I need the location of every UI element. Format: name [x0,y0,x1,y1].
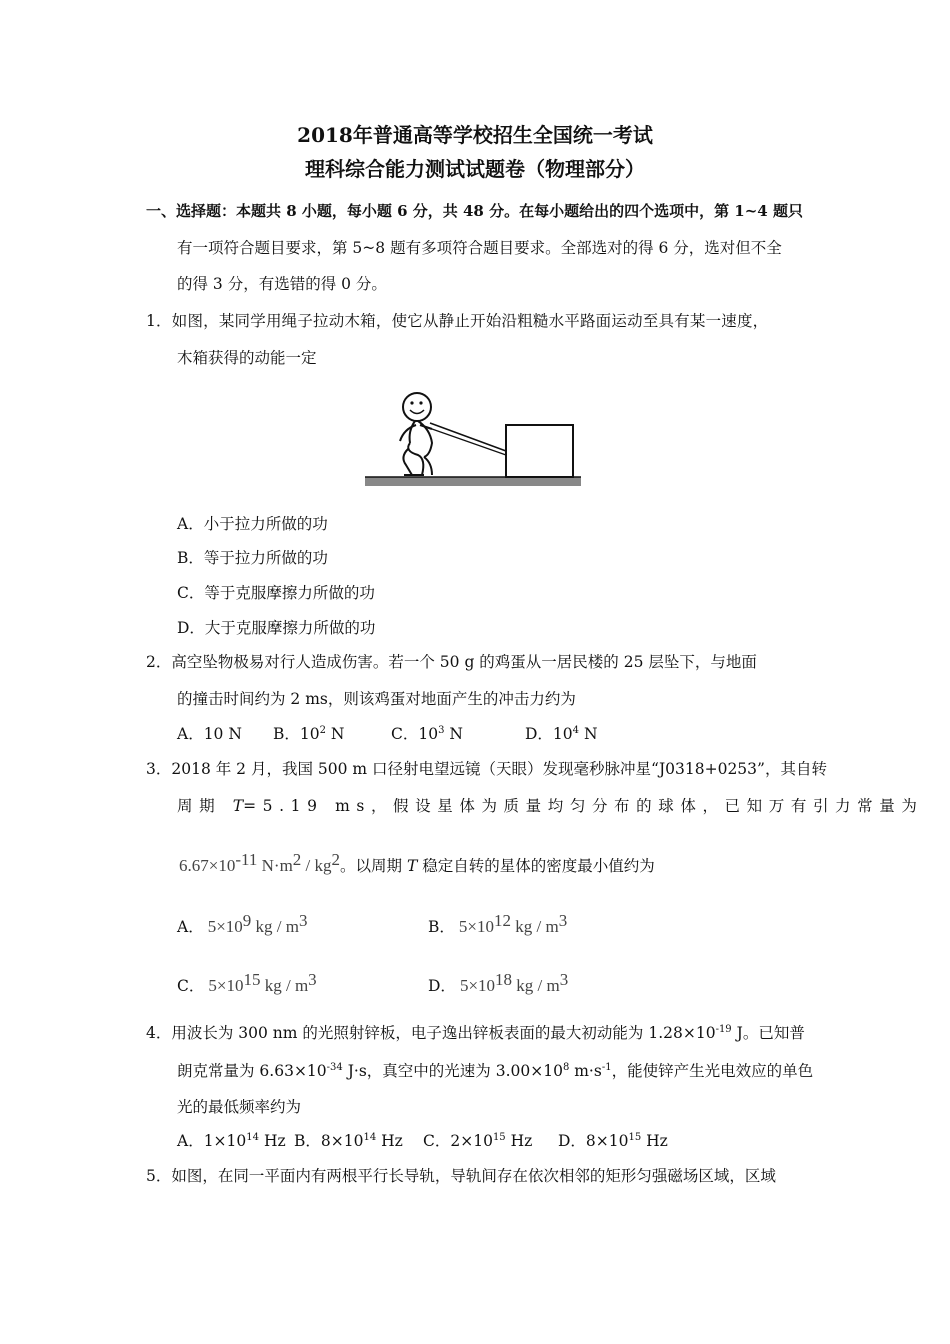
wooden-box [506,425,573,477]
section-instructions-line2: 有一项符合题目要求，第 5~8 题有多项符合题目要求。全部选对的得 6 分，选对但不全 [177,239,782,257]
q3-stem-line2: 周期 T=5.19 ms，假设星体为质量均匀分布的球体，已知万有引力常量为 [177,797,924,815]
q4-stem-line2: 朗克常量为 $6.63\times 10^{-34}$ J·s，真空中的光速为 $3.00\times 10^8$ $m\cdot s^{-1}$，能使锌产生光电效应的单色 [177,1062,814,1080]
q3-option-c: C． $5\times 10^{15}$ kg / $m^3$ [177,970,317,995]
q2-stem-line1: 2．高空坠物极易对行人造成伤害。若一个 50 g 的鸡蛋从一居民楼的 25 层坠下，与地面 [146,653,757,671]
q1-stem-line1: 1．如图，某同学用绳子拉动木箱，使它从静止开始沿粗糙水平路面运动至具有某一速度， [146,312,769,330]
section-instructions-line3: 的得 3 分，有选错的得 0 分。 [177,275,387,293]
q2-option-c: C．$10^3$ N [391,725,463,743]
section-instructions-line1: 一、选择题：本题共 8 小题，每小题 6 分，共 48 分。在每小题给出的四个选项中，第 1~4 题只 [146,202,803,220]
q1-option-a: A．小于拉力所做的功 [177,515,328,533]
q4-stem-line1: 4．用波长为 300 nm 的光照射锌板，电子逸出锌板表面的最大初动能为 $1.28\times 10^{-19}$ J。已知普 [146,1024,805,1042]
q1-option-d: D．大于克服摩擦力所做的功 [177,619,376,637]
rope [430,423,506,451]
q1-option-b: B．等于拉力所做的功 [177,549,328,567]
ground [365,477,581,486]
q3-option-d: D． $5\times 10^{18}$ kg / $m^3$ [428,970,569,995]
q3-stem-line3: $6.67\times 10^{-11}$ $N\cdot m^2 / kg^2$。以周期 T 稳定自转的星体的密度最小值约为 [179,850,655,875]
q4-option-c: C．$2\times 10^{15}$ Hz [423,1132,533,1150]
q5-stem-line1: 5．如图，在同一平面内有两根平行长导轨，导轨间存在依次相邻的矩形匀强磁场区域，区域 [146,1167,776,1185]
q3-stem-line1: 3．2018 年 2 月，我国 500 m 口径射电望远镜（天眼）发现毫秒脉冲星“J0318+0253”，其自转 [146,760,827,778]
exam-subtitle: 理科综合能力测试试题卷（物理部分） [305,157,645,181]
q4-option-a: A．$1\times 10^{14}$ Hz [177,1132,286,1150]
exam-title: 2018年普通高等学校招生全国统一考试 [297,123,653,147]
q4-option-b: B．$8\times 10^{14}$ Hz [294,1132,403,1150]
q3-option-b: B． $5\times 10^{12}$ kg / $m^3$ [428,911,568,936]
q2-option-d: D．$10^4$ N [525,725,598,743]
q2-stem-line2: 的撞击时间约为 2 ms，则该鸡蛋对地面产生的冲击力约为 [177,690,576,708]
person-head [403,393,431,421]
q4-stem-line3: 光的最低频率约为 [177,1098,302,1116]
q1-figure-person-pulling-box [360,385,590,490]
q3-option-a: A． $5\times 10^9$ kg / $m^3$ [177,911,308,936]
q2-option-b: B．$10^2$ N [273,725,345,743]
q1-stem-line2: 木箱获得的动能一定 [177,349,317,367]
q4-option-d: D．$8\times 10^{15}$ Hz [558,1132,668,1150]
q2-option-a: A．10 N [177,725,242,743]
q1-option-c: C．等于克服摩擦力所做的功 [177,584,375,602]
